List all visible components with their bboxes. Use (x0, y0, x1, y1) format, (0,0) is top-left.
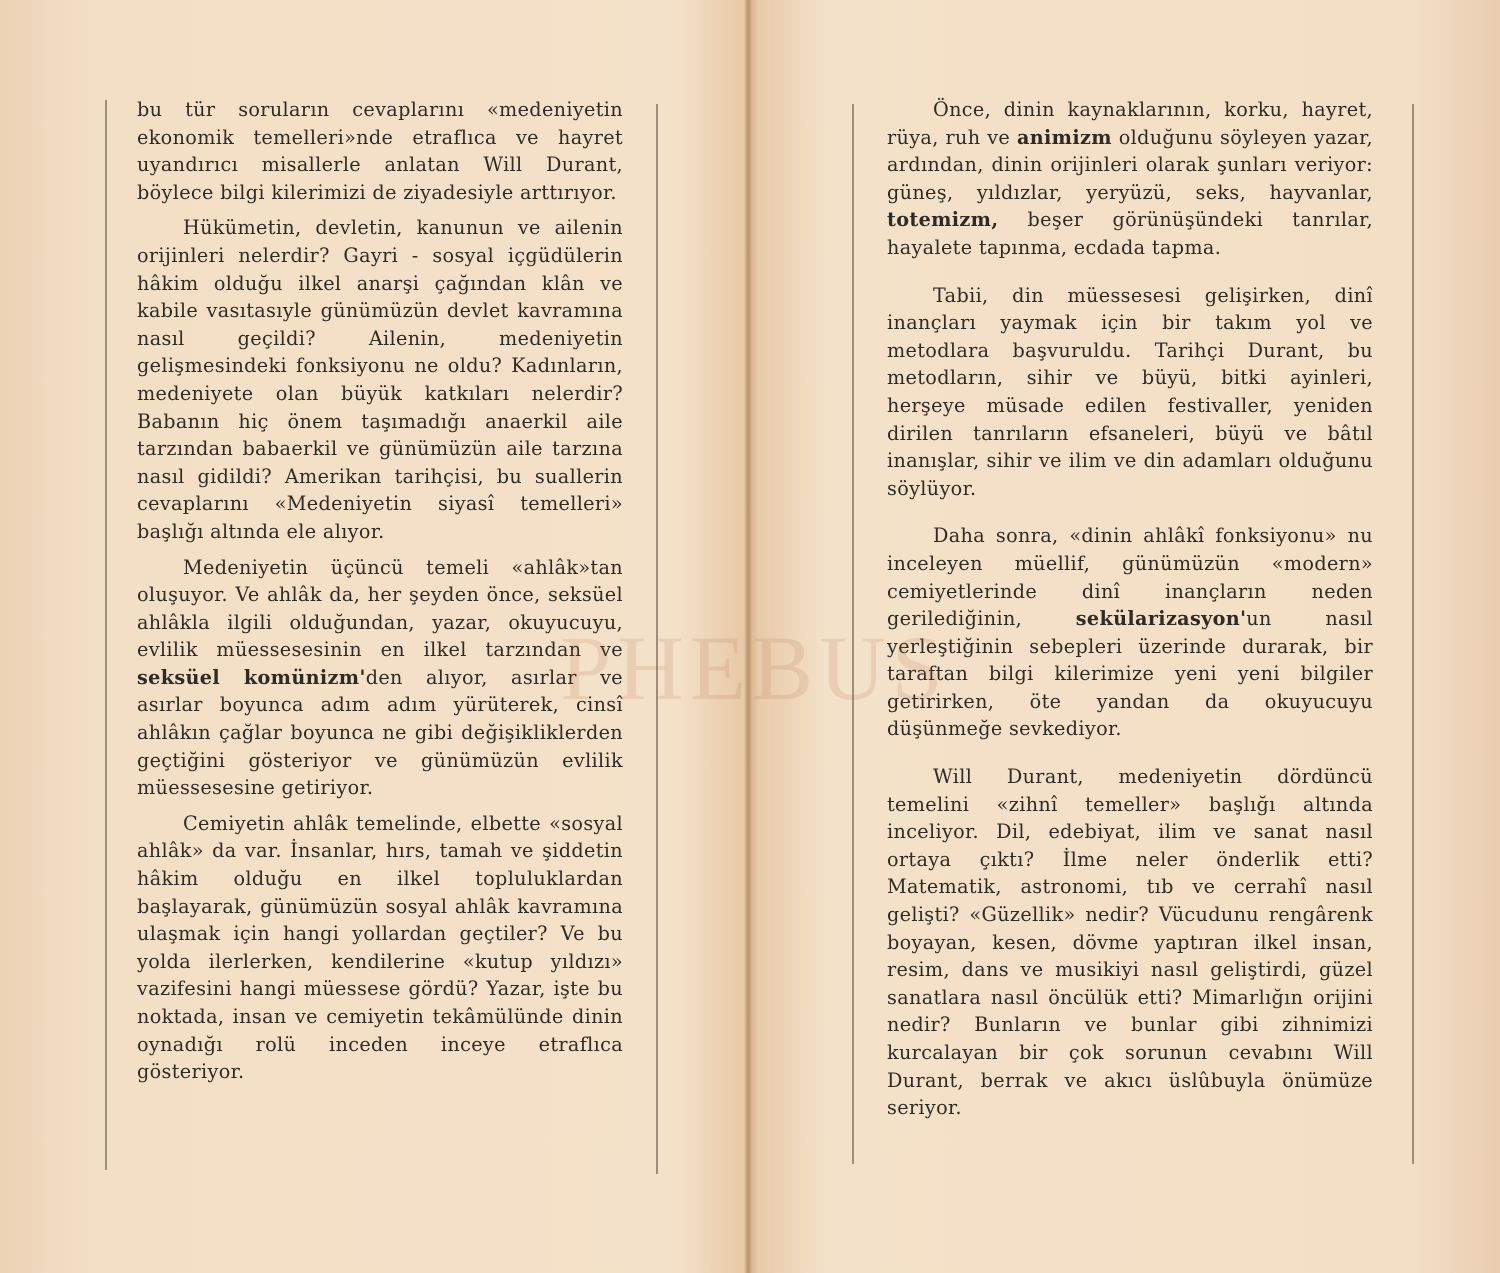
paragraph: Medeniyetin üçüncü temeli «ahlâk»tan oluşuyor. Ve ahlâk da, her şeyden önce, seksüel ahlâkla ilgili olduğundan, yazar, okuyucuyu, evlilik müessesesinin en ilkel tarzından ve seksüel komünizm'den alıyor, asırlar ve asırlar boyunca adım adım yürüterek, cinsî ahlâkın çağlar boyunca ne gibi değişikliklerden geçtiğini gösteriyor ve günümüzün evlilik müessesesine getiriyor. (137, 555, 624, 800)
paragraph: Hükümetin, devletin, kanunun ve ailenin orijinleri nelerdir? Gayri - sosyal içgüdülerin hâkim olduğu ilkel anarşi çağından klân ve kabile vasıtasıyle günümüzün devlet kavramına nasıl geçildi? Ailenin, medeniyetin gelişmesindeki fonksiyonu ne oldu? Kadınların, medeniyete olan büyük katkıları nelerdir? Babanın hiç önem taşımadığı anaerkil aile tarzından babaerkil ve günümüzün aile tarzına nasıl gidildi? Amerikan tarihçisi, bu suallerin cevaplarını «Medeniyetin siyasî temelleri» başlığı altında ele alıyor. (137, 216, 623, 543)
book-spine (744, 0, 752, 1273)
paragraph: Önce, dinin kaynaklarının, korku, hayret, rüya, ruh ve animizm olduğunu söyleyen yazar, ardından, dinin orijinleri olarak şunları veriyor: güneş, yıldızlar, yeryüzü, seks, hayvanlar, totemizm, beşer görünüşündeki tanrılar, hayalete tapınma, ecdada tapma. (887, 98, 1373, 259)
paragraph: Daha sonra, «dinin ahlâkî fonksiyonu» nu inceleyen müellif, günümüzün «modern» cemiyetlerinde dinî inançların neden gerilediğinin, sekülarizasyon'un nasıl yerleştiğinin sebepleri üzerinde durarak, bir taraftan bilgi kilerimize yeni yeni bilgiler getirirken, öte yandan da okuyucuyu düşünmeğe sevkediyor. (887, 524, 1374, 741)
left-gutter-rule (656, 104, 658, 1174)
watermark: PHEBUS (560, 617, 949, 719)
paragraph: Tabii, din müessesesi gelişirken, dinî inançları yaymak için bir takım yol ve metodlara başvuruldu. Tarihçi Durant, bu metodların, sihir ve büyü, bitki ayinleri, herşeye müsade edilen festivaller, yeniden dirilen tanrıların efsaneleri, büyü ve bâtıl inanışlar, sihir ve ilim ve din adamları olduğunu söylüyor. (887, 283, 1373, 500)
paragraph: Cemiyetin ahlâk temelinde, elbette «sosyal ahlâk» da var. İnsanlar, hırs, tamah ve şiddetin hâkim olduğu en ilkel topluluklardan başlayarak, günümüzün sosyal ahlâk kavramına ulaşmak için hangi yollardan geçtiler? Ve bu yolda ilerlerken, kendilerine «kutup yıldızı» vazifesini hangi müessese gördü? Yazar, işte bu noktada, insan ve cemiyetin tekâmülünde dinin oynadığı rolü inceden inceye etraflıca gösteriyor. (137, 811, 623, 1084)
right-margin-rule (1412, 104, 1414, 1164)
left-margin-rule (105, 100, 107, 1170)
paragraph: Will Durant, medeniyetin dördüncü temelini «zihnî temeller» başlığı altında inceliyor. Dil, edebiyat, ilim ve sanat nasıl ortaya çıktı? İlme neler önderlik etti? Matematik, astronomi, tıb ve cerrahî nasıl gelişti? «Güzellik» nedir? Vücudunu rengârenk boyayan, kesen, dövme yaptıran ilkel insan, resim, dans ve musikiyi nasıl geliştirdi, güzel sanatlara nasıl öncülük etti? Mimarlığın orijini nedir? Bunların ve bunlar gibi zihnimizi kurcalayan bir çok sorunun cevabını Will Durant, berrak ve akıcı üslûbuyla önümüze seriyor. (887, 765, 1373, 1120)
paragraph: bu tür soruların cevaplarını «medeniyetin ekonomik temelleri»nde etraflıca ve hayret uyandırıcı misallerle anlatan Will Durant, böylece bilgi kilerimizi de ziyadesiyle arttırıyor. (137, 98, 623, 204)
left-page (137, 96, 623, 1086)
right-gutter-rule (852, 104, 854, 1164)
right-page (887, 96, 1373, 1122)
